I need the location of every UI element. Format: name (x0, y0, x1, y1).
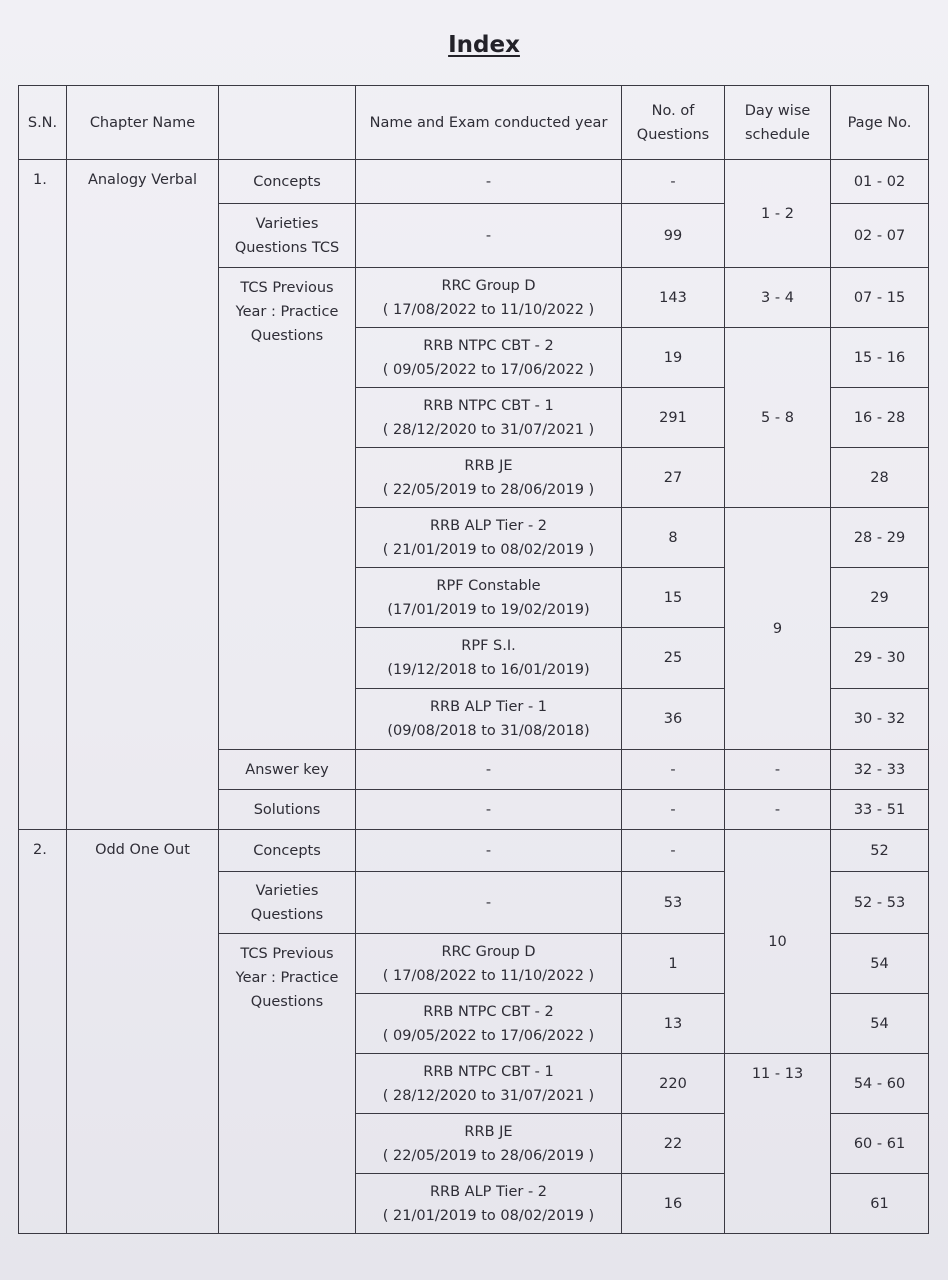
exam-name: RPF Constable (436, 577, 541, 594)
exam-period: ( 28/12/2020 to 31/07/2021 ) (382, 421, 595, 438)
exam-name: RRB ALP Tier - 2 (429, 1183, 548, 1200)
exam-cell (356, 568, 622, 628)
exam-name: RRC Group D (441, 277, 536, 294)
exam-name: RRC Group D (441, 943, 536, 960)
page-cell: 07 - 15 (831, 268, 929, 328)
exam-period: (19/12/2018 to 16/01/2019) (387, 662, 590, 678)
exam-period: ( 17/08/2022 to 11/10/2022 ) (382, 301, 595, 318)
page-cell: 02 - 07 (831, 204, 929, 268)
questions-cell: 22 (622, 1114, 725, 1174)
schedule-cell: 1 - 2 (725, 160, 831, 268)
table-row (19, 160, 929, 204)
exam-period: ( 22/05/2019 to 28/06/2019 ) (382, 481, 595, 498)
page-cell: 01 - 02 (831, 160, 929, 204)
page-cell: 33 - 51 (831, 790, 929, 830)
header-sn: S.N. (19, 86, 67, 160)
exam-period: ( 28/12/2020 to 31/07/2021 ) (382, 1087, 595, 1104)
exam-name: RRB NTPC CBT - 1 (423, 1063, 554, 1080)
questions-cell: 99 (622, 204, 725, 268)
questions-cell: 36 (622, 689, 725, 750)
exam-period: ( 17/08/2022 to 11/10/2022 ) (382, 967, 595, 984)
exam-cell (356, 689, 622, 750)
schedule-cell: 3 - 4 (725, 268, 831, 328)
chapter-sn: 2. (19, 830, 67, 1234)
exam-period: (09/08/2018 to 31/08/2018) (387, 723, 590, 739)
exam-period: ( 21/01/2019 to 08/02/2019 ) (382, 541, 595, 558)
page-cell: 52 (831, 830, 929, 872)
questions-cell: 220 (622, 1054, 725, 1114)
header-exam: Name and Exam conducted year (356, 86, 622, 160)
exam-cell (356, 388, 622, 448)
section-answer-key: Answer key (219, 750, 356, 790)
exam-cell (356, 994, 622, 1054)
questions-cell: 143 (622, 268, 725, 328)
page-cell: 52 - 53 (831, 872, 929, 934)
exam-period: (17/01/2019 to 19/02/2019) (387, 601, 590, 618)
page-cell: 61 (831, 1174, 929, 1234)
exam-cell: - (356, 160, 622, 204)
questions-cell: 53 (622, 872, 725, 934)
page-cell: 16 - 28 (831, 388, 929, 448)
exam-name: RRB NTPC CBT - 2 (423, 337, 554, 354)
section-varieties: Varieties Questions (219, 872, 356, 934)
questions-cell: 27 (622, 448, 725, 508)
exam-cell: - (356, 872, 622, 934)
table-row (19, 830, 929, 872)
page-cell: 29 - 30 (831, 628, 929, 689)
page-cell: 28 (831, 448, 929, 508)
exam-period: ( 21/01/2019 to 08/02/2019 ) (382, 1207, 595, 1224)
schedule-cell: 5 - 8 (725, 328, 831, 508)
page-cell: 15 - 16 (831, 328, 929, 388)
page-cell: 60 - 61 (831, 1114, 929, 1174)
section-tcs-previous: TCS Previous Year : Practice Questions (219, 934, 356, 1234)
chapter-sn: 1. (19, 160, 67, 830)
section-tcs-previous: TCS Previous Year : Practice Questions (219, 268, 356, 750)
page-title: Index (448, 32, 520, 58)
exam-cell: - (356, 750, 622, 790)
chapter-name: Analogy Verbal (67, 160, 219, 830)
table-header-row (19, 86, 929, 160)
schedule-cell: 11 - 13 (725, 1054, 831, 1234)
exam-cell (356, 934, 622, 994)
exam-name: RRB NTPC CBT - 2 (423, 1003, 554, 1020)
schedule-cell: - (725, 790, 831, 830)
exam-period: ( 09/05/2022 to 17/06/2022 ) (382, 361, 595, 378)
header-questions: No. of Questions (622, 86, 725, 160)
exam-name: RRB ALP Tier - 2 (429, 517, 548, 534)
exam-cell: - (356, 830, 622, 872)
exam-name: RRB ALP Tier - 1 (429, 699, 548, 715)
exam-name: RPF S.I. (461, 638, 516, 654)
page-cell: 30 - 32 (831, 689, 929, 750)
exam-cell (356, 268, 622, 328)
questions-cell: 8 (622, 508, 725, 568)
page-cell: 29 (831, 568, 929, 628)
exam-period: ( 09/05/2022 to 17/06/2022 ) (382, 1027, 595, 1044)
exam-name: RRB JE (464, 457, 513, 474)
section-concepts: Concepts (219, 830, 356, 872)
exam-cell (356, 1054, 622, 1114)
questions-cell: - (622, 750, 725, 790)
page-cell: 54 (831, 994, 929, 1054)
exam-cell (356, 628, 622, 689)
schedule-cell: 9 (725, 508, 831, 750)
questions-cell: 25 (622, 628, 725, 689)
questions-cell: 13 (622, 994, 725, 1054)
exam-cell: - (356, 790, 622, 830)
questions-cell: - (622, 160, 725, 204)
header-chapter-name: Chapter Name (67, 86, 219, 160)
questions-cell: 15 (622, 568, 725, 628)
questions-cell: 291 (622, 388, 725, 448)
exam-cell (356, 1114, 622, 1174)
chapter-name: Odd One Out (67, 830, 219, 1234)
schedule-cell: 10 (725, 830, 831, 1054)
exam-cell (356, 1174, 622, 1234)
section-solutions: Solutions (219, 790, 356, 830)
page-cell: 54 - 60 (831, 1054, 929, 1114)
page-cell: 32 - 33 (831, 750, 929, 790)
questions-cell: 16 (622, 1174, 725, 1234)
exam-period: ( 22/05/2019 to 28/06/2019 ) (382, 1147, 595, 1164)
index-table (18, 85, 929, 1234)
header-page-no: Page No. (831, 86, 929, 160)
schedule-cell: - (725, 750, 831, 790)
header-section (219, 86, 356, 160)
section-concepts: Concepts (219, 160, 356, 204)
exam-cell (356, 328, 622, 388)
questions-cell: 19 (622, 328, 725, 388)
exam-cell: - (356, 204, 622, 268)
section-varieties: Varieties Questions TCS (219, 204, 356, 268)
questions-cell: - (622, 790, 725, 830)
questions-cell: 1 (622, 934, 725, 994)
header-schedule: Day wise schedule (725, 86, 831, 160)
exam-name: RRB NTPC CBT - 1 (423, 397, 554, 414)
page-cell: 28 - 29 (831, 508, 929, 568)
page-cell: 54 (831, 934, 929, 994)
exam-cell (356, 448, 622, 508)
questions-cell: - (622, 830, 725, 872)
exam-cell (356, 508, 622, 568)
exam-name: RRB JE (464, 1123, 513, 1140)
